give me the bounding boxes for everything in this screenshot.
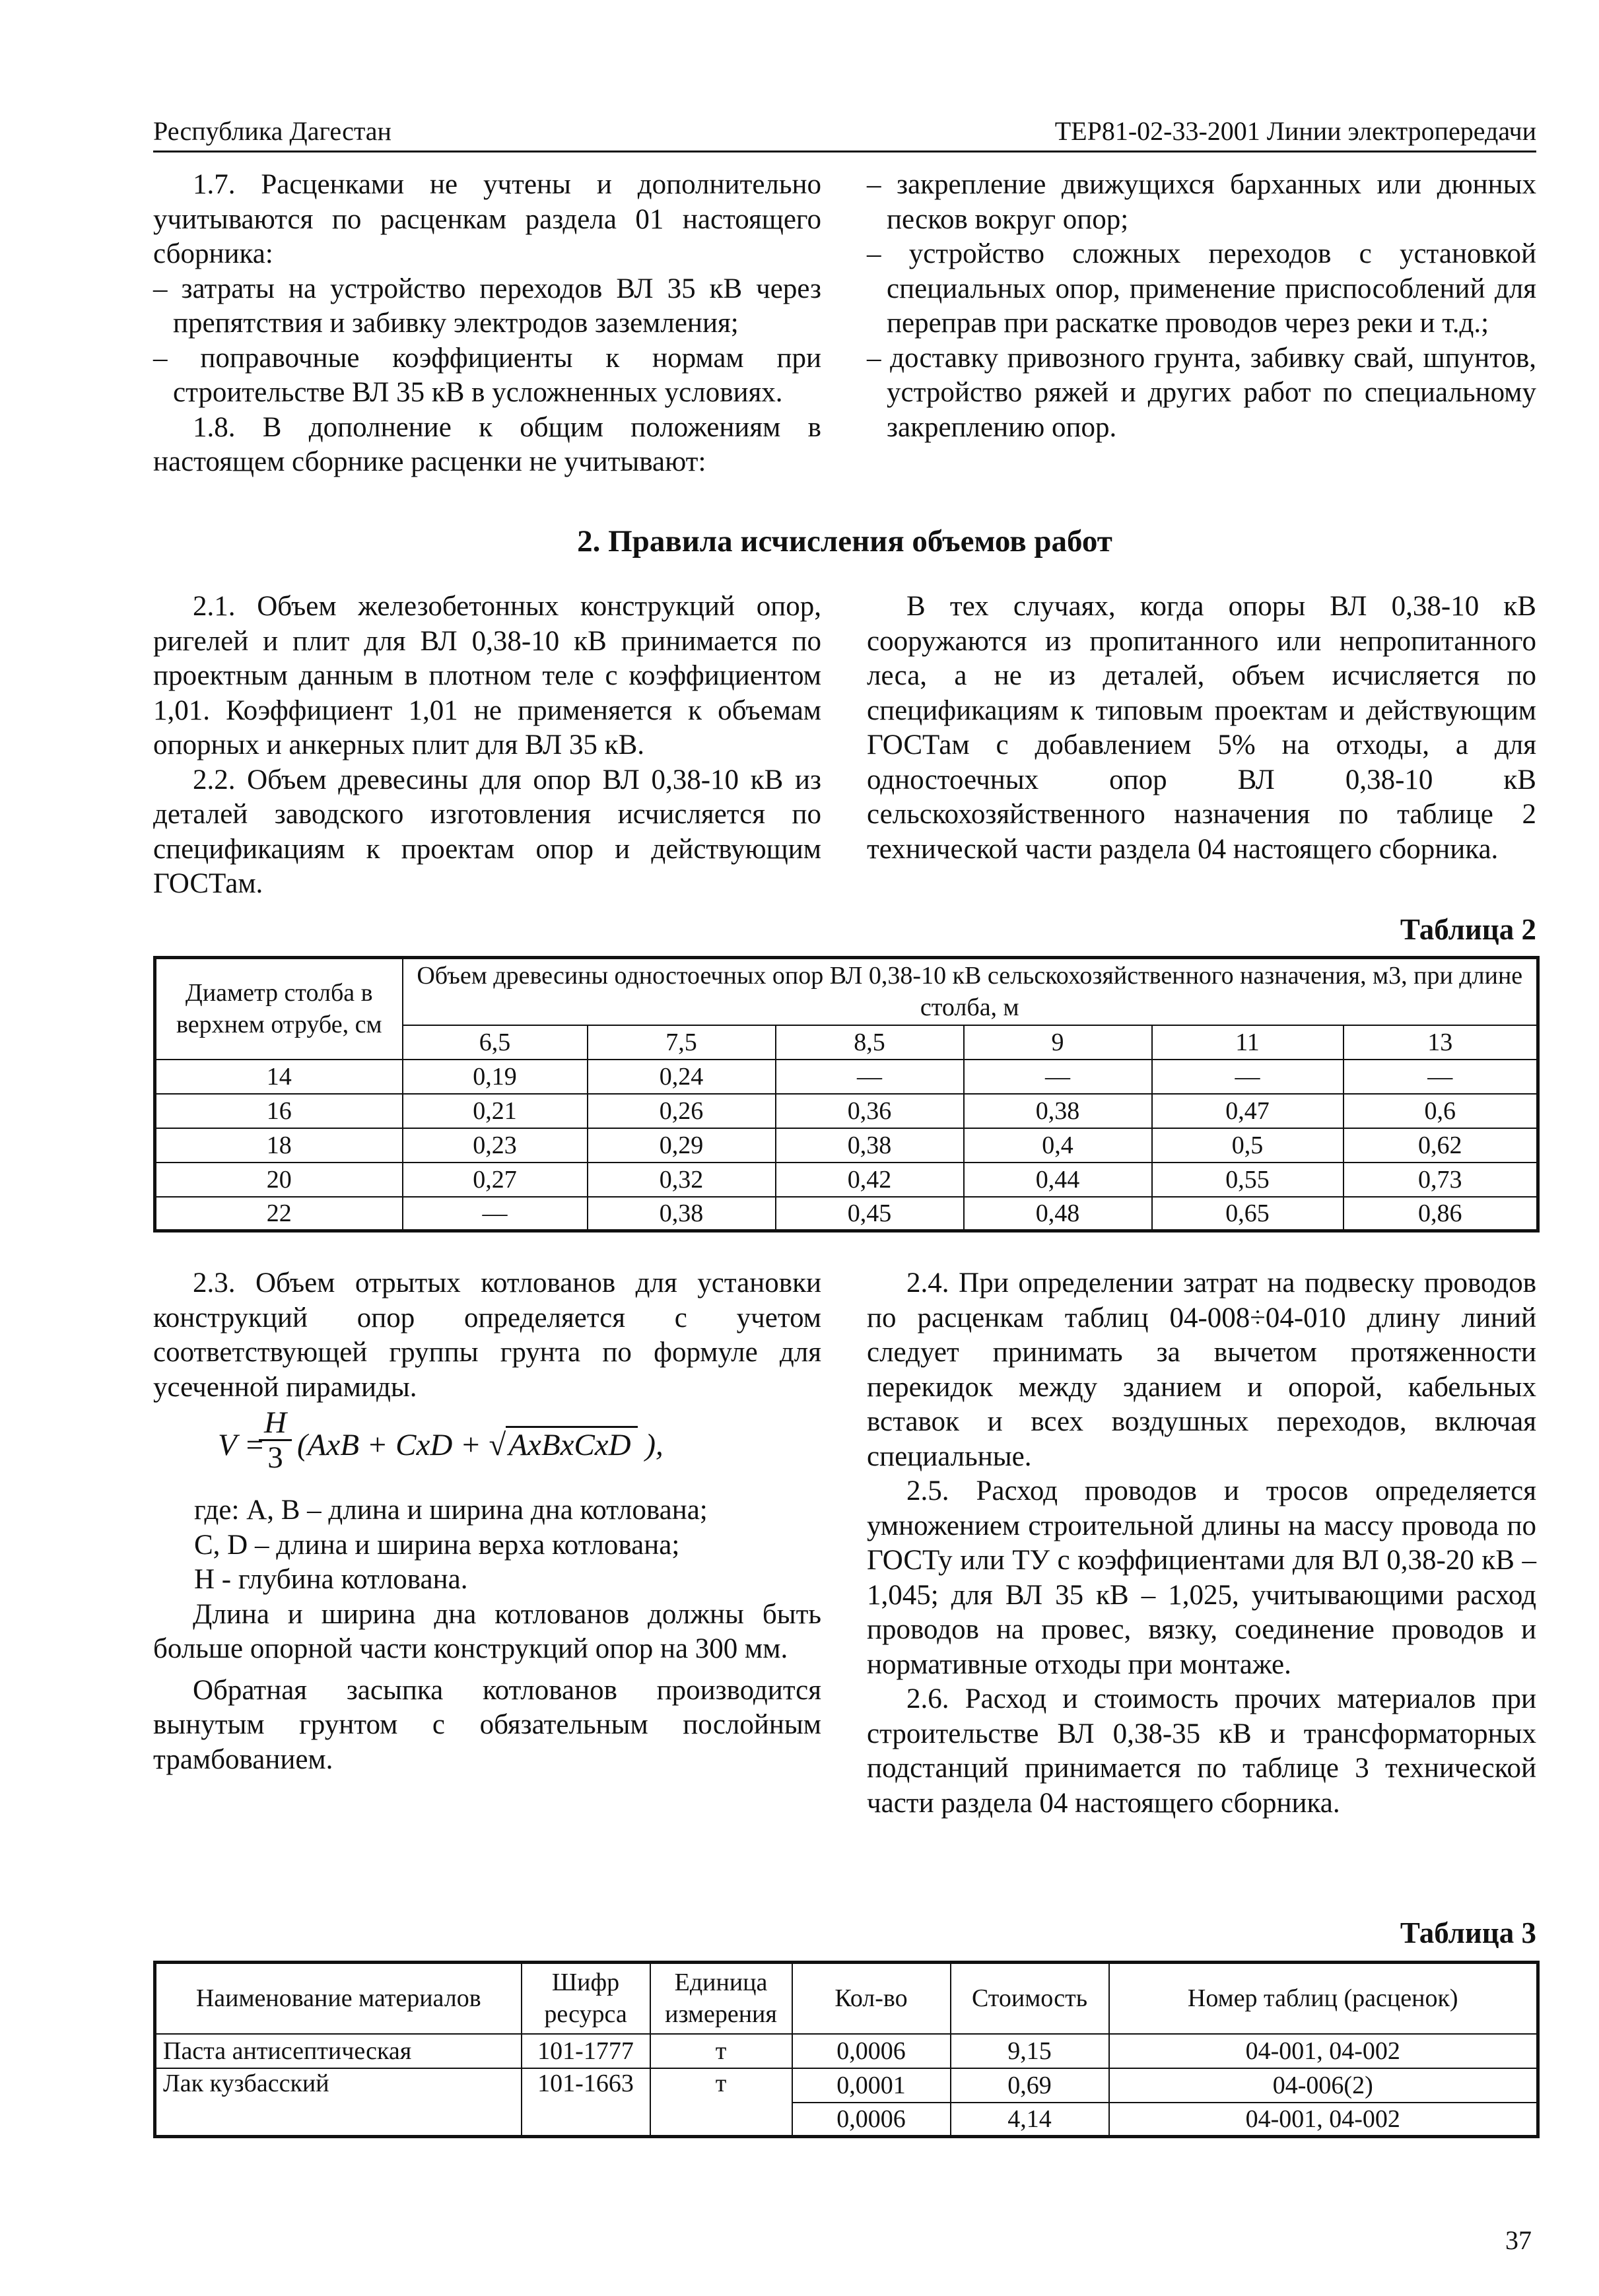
table-cell: 0,38	[964, 1094, 1152, 1128]
header-region: Республика Дагестан	[153, 116, 391, 146]
table-3	[153, 1961, 1540, 2138]
section-title: 2. Правила исчисления объемов работ	[577, 524, 1112, 558]
table-cell: 22	[155, 1197, 403, 1231]
table-3-header-code: Шифр ресурса	[522, 1963, 650, 2034]
table-cell: 0,62	[1344, 1128, 1538, 1163]
page-number: 37	[1505, 2225, 1532, 2255]
right-column-mid	[867, 590, 1536, 867]
paragraph-2-1: 2.1. Объем железобетонных конструкций опор, ригелей и плит для ВЛ 0,38-10 кВ принимается по проектным данным в плотном теле с коэффициентом 1,01. Коэффициент 1,01 не применяется к объемам опорных и анкерных плит для ВЛ 35 кВ.	[153, 591, 821, 760]
right-column-top	[867, 168, 1536, 445]
table-2-length-header: 8,5	[776, 1025, 964, 1060]
formula-tail: ),	[637, 1428, 663, 1462]
table-cell: 101-1663	[522, 2068, 650, 2137]
table-row	[155, 1060, 1538, 1094]
paragraph-backfill: Обратная засыпка котлованов производится вынутым грунтом с обязательным послойным трамбованием.	[153, 1674, 821, 1775]
paragraph-1-7: 1.7. Расценками не учтены и дополнительно учитываются по расценкам раздела 01 настоящего сборника:	[153, 169, 821, 269]
table-cell: 0,21	[403, 1094, 588, 1128]
table-cell: —	[964, 1060, 1152, 1094]
sqrt-icon: √	[489, 1428, 506, 1462]
table-2-length-header: 6,5	[403, 1025, 588, 1060]
table-cell: 0,0006	[792, 2034, 951, 2068]
table-cell: т	[650, 2068, 792, 2137]
table-2-caption: Таблица 2	[1400, 913, 1536, 946]
formula-denominator: 3	[267, 1440, 283, 1475]
table-cell: —	[1152, 1060, 1344, 1094]
list-item: – доставку привозного грунта, забивку свай, шпунтов, устройство ряжей и других работ по специальному закреплению опор.	[867, 342, 1536, 443]
formula-body	[297, 1427, 663, 1463]
left-column-bottom	[153, 1266, 821, 1405]
formula-radicand: AxBxCxD	[506, 1426, 637, 1462]
table-3-caption: Таблица 3	[1400, 1916, 1536, 1949]
table-cell: 4,14	[951, 2103, 1109, 2137]
table-cell: 0,65	[1152, 1197, 1344, 1231]
table-row	[155, 1128, 1538, 1163]
table-cell: 0,6	[1344, 1094, 1538, 1128]
table-3-header-unit: Единица измерения	[650, 1963, 792, 2034]
table-row	[155, 1094, 1538, 1128]
left-column-top	[153, 168, 821, 480]
table-row	[155, 2068, 1538, 2103]
table-cell: 0,5	[1152, 1128, 1344, 1163]
table-cell: 0,42	[776, 1163, 964, 1197]
table-cell: 0,32	[588, 1163, 776, 1197]
table-row	[155, 1163, 1538, 1197]
formula-terms: (AxB + CxD +	[297, 1428, 489, 1462]
paragraph-2-5: 2.5. Расход проводов и тросов определяется умножением строительной длины на массу провода по ГОСТу или ТУ с коэффициентами для ВЛ 0,38-20 кВ – 1,045; для ВЛ 35 кВ – 1,025, учитывающими расход проводов на провес, вязку, соединение проводов и нормативные отходы при монтаже.	[867, 1475, 1536, 1680]
list-item: – затраты на устройство переходов ВЛ 35 кВ через препятствия и забивку электродов заземления;	[153, 273, 821, 339]
table-cell: 14	[155, 1060, 403, 1094]
paragraph-1-8: 1.8. В дополнение к общим положениям в настоящем сборнике расценки не учитывают:	[153, 411, 821, 477]
table-cell: 20	[155, 1163, 403, 1197]
list-item: – устройство сложных переходов с установкой специальных опор, применение приспособлений для переправ при раскатке проводов через реки и т.д.;	[867, 238, 1536, 339]
left-column-bottom-2	[153, 1493, 821, 1777]
table-cell: 0,55	[1152, 1163, 1344, 1197]
table-2-length-header: 7,5	[588, 1025, 776, 1060]
table-cell: 0,44	[964, 1163, 1152, 1197]
formula-fraction	[259, 1406, 292, 1474]
paragraph-2-4: 2.4. При определении затрат на подвеску проводов по расценкам таблиц 04-008÷04-010 длину линий следует принимать за вычетом протяженности перекидок между зданием и опорой, кабельных вставок и всех воздушных переходов, включая специальные.	[867, 1267, 1536, 1472]
list-item: – поправочные коэффициенты к нормам при строительстве ВЛ 35 кВ в усложненных условиях.	[153, 342, 821, 408]
table-cell: 101-1777	[522, 2034, 650, 2068]
paragraph-2-6: 2.6. Расход и стоимость прочих материалов при строительстве ВЛ 0,38-35 кВ и трансформаторных подстанций принимается по таблице 3 технической части раздела 04 настоящего сборника.	[867, 1683, 1536, 1819]
formula-numerator: H	[264, 1405, 287, 1440]
table-cell: 18	[155, 1128, 403, 1163]
table-2-length-header: 11	[1152, 1025, 1344, 1060]
list-item: – закрепление движущихся барханных или дюнных песков вокруг опор;	[867, 169, 1536, 235]
table-cell: 0,29	[588, 1128, 776, 1163]
table-cell: 0,73	[1344, 1163, 1538, 1197]
table-cell: 0,45	[776, 1197, 964, 1231]
table-cell: 0,36	[776, 1094, 964, 1128]
table-cell: 0,47	[1152, 1094, 1344, 1128]
table-2-length-header: 9	[964, 1025, 1152, 1060]
table-cell: 0,86	[1344, 1197, 1538, 1231]
paragraph-pit-size: Длина и ширина дна котлованов должны быть больше опорной части конструкций опор на 300 мм.	[153, 1598, 821, 1664]
table-cell: 0,48	[964, 1197, 1152, 1231]
table-cell: 0,69	[951, 2068, 1109, 2103]
table-cell: 0,24	[588, 1060, 776, 1094]
table-3-header-material: Наименование материалов	[155, 1963, 522, 2034]
table-cell: 0,19	[403, 1060, 588, 1094]
formula-lhs: V =	[218, 1428, 265, 1462]
table-2-header-volume: Объем древесины одностоечных опор ВЛ 0,38-10 кВ сельскохозяйственного назначения, м3, при длине столба, м	[403, 958, 1538, 1025]
table-cell: Лак кузбасский	[155, 2068, 522, 2137]
paragraph-2-2: 2.2. Объем древесины для опор ВЛ 0,38-10 кВ из деталей заводского изготовления исчисляется по спецификациям к проектам опор и действующим ГОСТам.	[153, 764, 821, 899]
formula-where-3: Н - глубина котлована.	[194, 1564, 468, 1595]
table-cell: 0,0006	[792, 2103, 951, 2137]
table-3-header-qty: Кол-во	[792, 1963, 951, 2034]
table-2	[153, 956, 1540, 1232]
table-cell: 0,27	[403, 1163, 588, 1197]
formula-where-1: где: А, В – длина и ширина дна котлована;	[194, 1495, 708, 1526]
header-document-code: ТЕР81-02-33-2001 Линии электропередачи	[1054, 116, 1536, 146]
table-cell: т	[650, 2034, 792, 2068]
table-cell: Паста антисептическая	[155, 2034, 522, 2068]
running-header	[153, 114, 1536, 152]
left-column-mid	[153, 590, 821, 902]
table-row	[155, 1197, 1538, 1231]
table-cell: 0,38	[588, 1197, 776, 1231]
table-cell: 0,26	[588, 1094, 776, 1128]
table-cell: 0,23	[403, 1128, 588, 1163]
paragraph-2-3: 2.3. Объем отрытых котлованов для установки конструкций опор определяется с учетом соответствующей группы грунта по формуле для усеченной пирамиды.	[153, 1267, 821, 1403]
table-cell: 16	[155, 1094, 403, 1128]
right-column-bottom	[867, 1266, 1536, 1821]
table-cell: 0,4	[964, 1128, 1152, 1163]
table-cell: 04-006(2)	[1109, 2068, 1538, 2103]
table-cell: 9,15	[951, 2034, 1109, 2068]
table-2-header-diameter: Диаметр столба в верхнем отрубе, см	[155, 958, 403, 1060]
table-3-header-table-numbers: Номер таблиц (расценок)	[1109, 1963, 1538, 2034]
table-cell: —	[1344, 1060, 1538, 1094]
table-cell: —	[403, 1197, 588, 1231]
paragraph-forest-volume: В тех случаях, когда опоры ВЛ 0,38-10 кВ сооружаются из пропитанного или непропитанного леса, а не из деталей, объем исчисляется по спецификациям к типовым проектам и действующим ГОСТам с добавлением 5% на отходы, а для одностоечных опор ВЛ 0,38-10 кВ сельскохозяйственного назначения по таблице 2 технической части раздела 04 настоящего сборника.	[867, 591, 1536, 865]
table-cell: 04-001, 04-002	[1109, 2103, 1538, 2137]
table-2-length-header: 13	[1344, 1025, 1538, 1060]
table-cell: 04-001, 04-002	[1109, 2034, 1538, 2068]
table-row	[155, 2034, 1538, 2068]
table-3-header-cost: Стоимость	[951, 1963, 1109, 2034]
formula-where-2: С, D – длина и ширина верха котлована;	[194, 1529, 680, 1561]
table-cell: —	[776, 1060, 964, 1094]
table-cell: 0,38	[776, 1128, 964, 1163]
table-cell: 0,0001	[792, 2068, 951, 2103]
